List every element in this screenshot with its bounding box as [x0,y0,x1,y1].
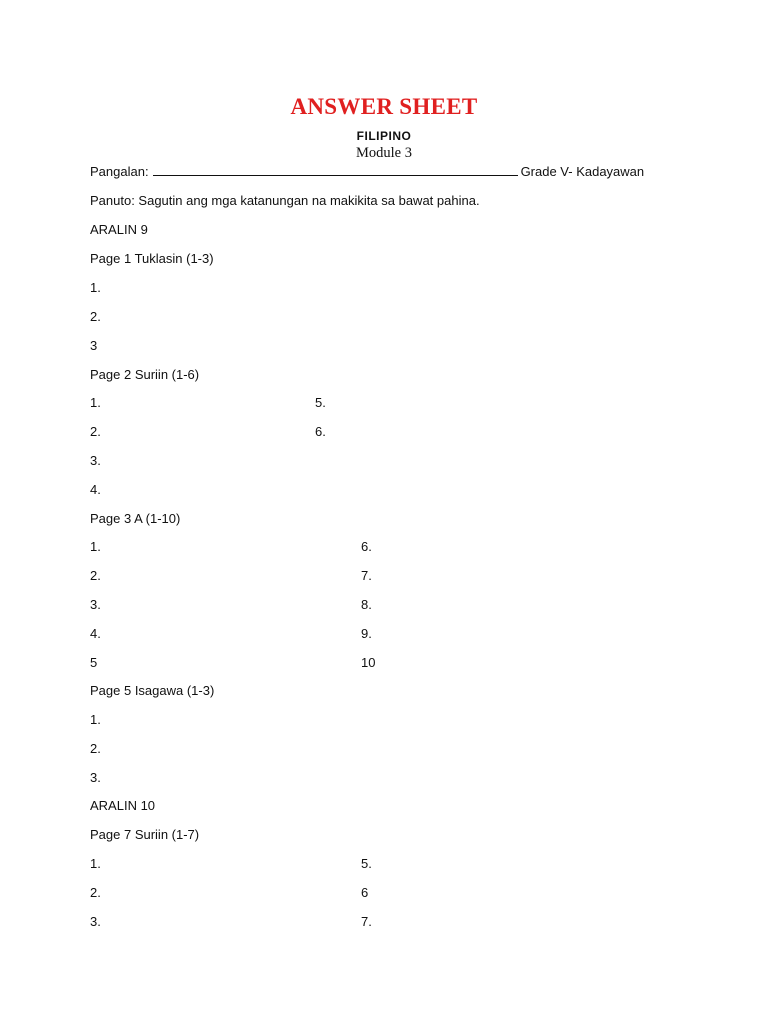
answer-item: 6. [361,539,372,554]
page-1-heading: Page 1 Tuklasin (1-3) [90,251,214,266]
answer-item: 6 [361,885,369,900]
answer-item: 3. [90,770,101,785]
name-label: Pangalan: [90,164,149,179]
instructions: Panuto: Sagutin ang mga katanungan na makikita sa bawat pahina. [90,193,480,208]
answer-item: 1. [90,539,101,554]
answer-item: 4. [90,482,101,497]
answer-item: 1. [90,280,101,295]
answer-item: 3 [90,338,98,353]
answer-item: 7. [361,914,372,929]
page-3-heading: Page 3 A (1-10) [90,511,181,526]
answer-item: 5. [315,395,326,410]
answer-item: 10 [361,655,376,670]
page-7-heading: Page 7 Suriin (1-7) [90,827,200,842]
answer-item: 3. [90,914,101,929]
answer-item: 1. [90,856,101,871]
page-5-heading: Page 5 Isagawa (1-3) [90,683,215,698]
answer-item: 8. [361,597,372,612]
page-title: ANSWER SHEET [290,94,478,119]
aralin-9-heading: ARALIN 9 [90,222,148,237]
name-row [90,163,644,180]
name-blank-line[interactable] [153,163,518,176]
answer-item: 6. [315,424,326,439]
answer-item: 5. [361,856,372,871]
answer-item: 1. [90,712,101,727]
answer-item: 4. [90,626,101,641]
answer-item: 2. [90,424,101,439]
answer-item: 5 [90,655,98,670]
grade-label: Grade V- Kadayawan [520,164,645,179]
answer-item: 2. [90,568,101,583]
aralin-10-heading: ARALIN 10 [90,798,156,813]
subject-label: FILIPINO [356,129,412,143]
answer-item: 9. [361,626,372,641]
answer-item: 2. [90,885,101,900]
answer-item: 1. [90,395,101,410]
answer-item: 3. [90,597,101,612]
answer-item: 3. [90,453,101,468]
module-label: Module 3 [356,145,412,161]
page-2-heading: Page 2 Suriin (1-6) [90,367,200,382]
answer-item: 7. [361,568,372,583]
answer-item: 2. [90,309,101,324]
answer-item: 2. [90,741,101,756]
